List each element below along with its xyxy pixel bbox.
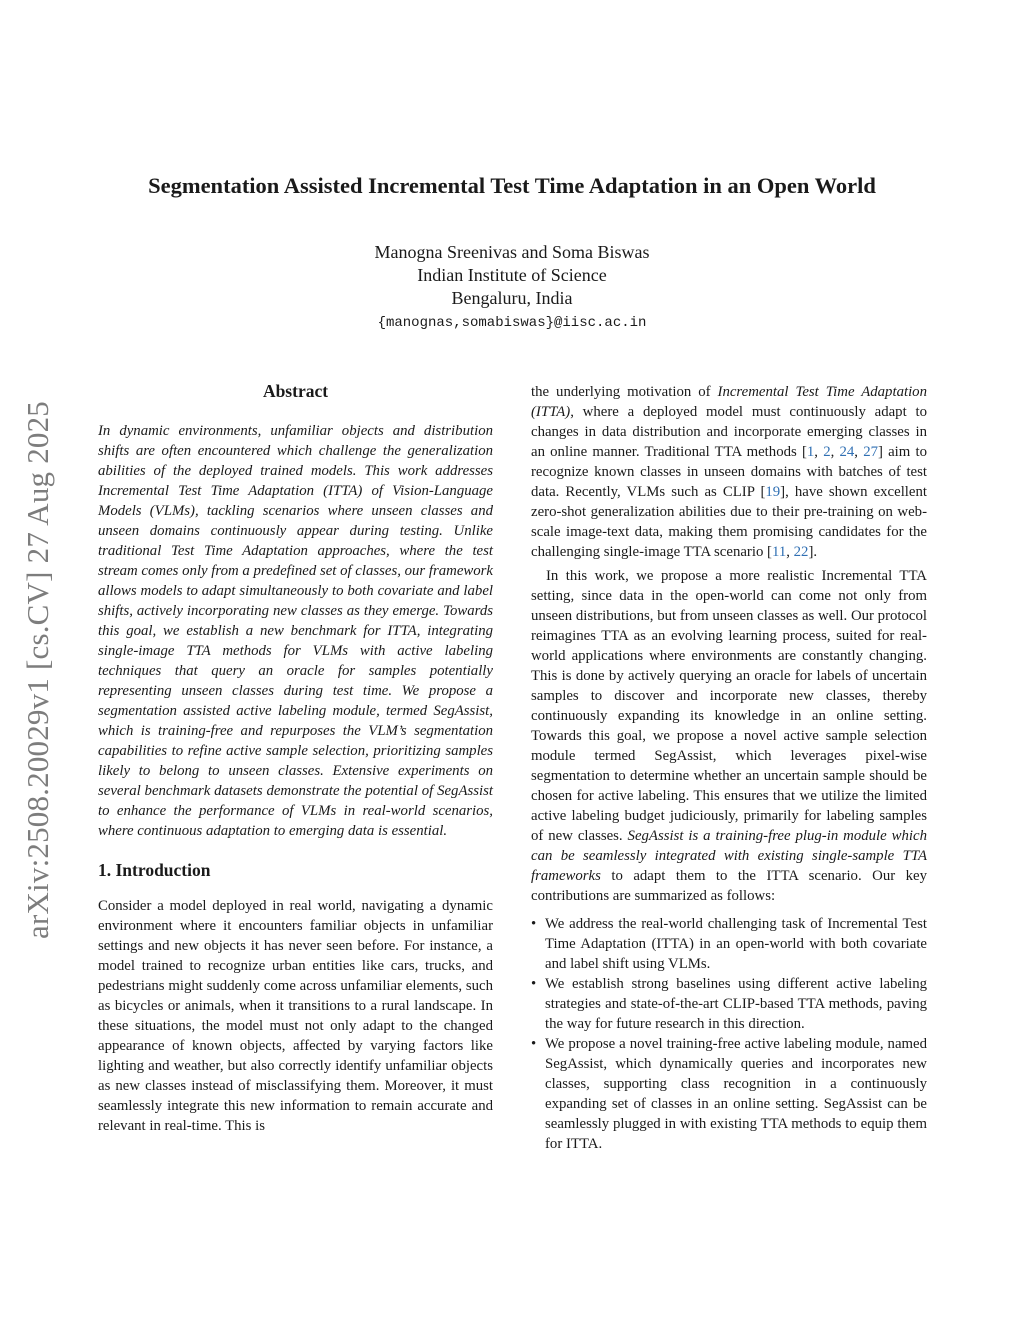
text-run: , <box>854 444 864 460</box>
emphasis-segassist: SegAssist is a training-free plug-in module which can be seamlessly integrated with existing single-sample TTA frameworks <box>531 828 927 884</box>
paper-title: Segmentation Assisted Incremental Test Time Adaptation in an Open World <box>148 173 876 198</box>
author-email: {manognas,somabiswas}@iisc.ac.in <box>377 315 647 331</box>
right-column <box>531 382 927 1154</box>
text-run: In this work, we propose a more realistic Incremental TTA setting, since data in the open-world can come not only from unseen distributions, but from unseen classes as well. Our protocol reimagines TTA as an evolving learning process, suited for real-world applications where environments are constantly changing. This is done by actively querying an oracle for labels of uncertain samples to discover and incorporate new classes, thereby continuously expanding its knowledge in an online setting. Towards this goal, we propose a novel active sample selection module termed SegAssist, which leverages pixel-wise segmentation to determine whether an uncertain sample should be chosen for active labeling. This ensures that we utilize the limited active labeling budget judiciously, primarily for labeling samples of new classes. <box>531 568 927 844</box>
citation-link[interactable]: 2 <box>823 444 831 460</box>
author-block <box>0 241 1024 336</box>
author-location: Bengaluru, India <box>451 288 573 308</box>
arxiv-sidebar <box>8 383 68 958</box>
abstract-text: In dynamic environments, unfamiliar objects and distribution shifts are often encountered which challenge the generalization abilities of the deployed trained models. This work addresses Incremental Test Time Adaptation (ITTA) of Vision-Language Models (VLMs), tackling scenarios where unseen classes and unseen domains continuously appear during testing. Unlike traditional Test Time Adaptation approaches, where the test stream comes only from a predefined set of classes, our framework allows models to adapt simultaneously to both covariate and label shifts, actively incorporating new classes as they emerge. Towards this goal, we establish a new benchmark for ITTA, integrating single-image TTA methods for VLMs with active labeling techniques that query an oracle for samples potentially representing unseen classes during test time. We propose a segmentation assisted active labeling module, termed SegAssist, which is training-free and repurposes the VLM’s segmentation capabilities to refine active sample selection, prioritizing samples likely to belong to unseen classes. Extensive experiments on several benchmark datasets demonstrate the potential of SegAssist to enhance the performance of VLMs in real-world scenarios, where continuous adaptation to emerging data is essential. <box>98 423 493 839</box>
contributions-list <box>531 914 927 1154</box>
citation-link[interactable]: 27 <box>863 444 878 460</box>
arxiv-identifier: arXiv:2508.20029v1 [cs.CV] 27 Aug 2025 <box>20 401 55 940</box>
text-run: ]. <box>808 544 818 560</box>
text-run: , where a deployed model must continuously adapt to changes in data distribution and incorporate emerging classes in an online manner. Traditional TTA methods [ <box>531 404 927 460</box>
citation-link[interactable]: 24 <box>839 444 855 460</box>
intro-paragraph-2 <box>531 382 927 562</box>
citation-link[interactable]: 1 <box>806 444 815 460</box>
citation-link[interactable]: 11 <box>771 544 787 560</box>
text-run: , <box>830 444 840 460</box>
text-run: , <box>786 544 794 560</box>
abstract-heading: Abstract <box>262 381 329 401</box>
text-run: , <box>814 444 824 460</box>
intro-paragraph-1: Consider a model deployed in real world, navigating a dynamic environment where it encounters familiar objects in unfamiliar settings and new objects it has never seen before. For instance, a model trained to recognize urban entities like cars, trucks, and pedestrians might suddenly come across unfamiliar elements, such as bicycles or animals, when it transitions to a rural landscape. In these situations, the model must not only adapt to the changed appearance of known objects, affected by varying factors like lighting and weather, but also correctly identify unfamiliar objects as new classes instead of misclassifying them. Moreover, it must seamlessly integrate this new information to remain accurate and relevant in real-time. This is <box>98 898 493 1134</box>
emphasis-itta: Incremental Test Time Adaptation (ITTA) <box>531 384 927 420</box>
author-names: Manogna Sreenivas and Soma Biswas <box>374 242 650 262</box>
citation-link[interactable]: 19 <box>765 484 781 500</box>
left-column <box>98 378 493 1136</box>
citation-link[interactable]: 22 <box>793 544 809 560</box>
contribution-item: • We establish strong baselines using different active labeling strategies and state-of-the-art CLIP-based TTA methods, paving the way for future research in this direction. <box>531 974 927 1034</box>
text-run: ] aim to recognize known classes in unseen domains with batches of test data. Recently, VLMs such as CLIP [ <box>531 444 928 500</box>
text-run: ], have shown excellent zero-shot generalization abilities due to their pre-training on web-scale image-text data, making them promising candidates for the challenging single-image TTA scenario [ <box>531 484 927 560</box>
intro-paragraph-3 <box>531 566 927 906</box>
text-run: the underlying motivation of <box>531 384 718 400</box>
abstract-section <box>98 378 493 841</box>
text-run: to adapt them to the ITTA scenario. Our key contributions are summarized as follows: <box>531 868 927 904</box>
contribution-item: • We address the real-world challenging task of Incremental Test Time Adaptation (ITTA) in an open-world with both covariate and label shift using VLMs. <box>531 914 927 974</box>
introduction-heading: 1. Introduction <box>98 860 211 880</box>
contribution-item: • We propose a novel training-free active labeling module, named SegAssist, which dynamically queries and incorporates new classes, supporting class recognition in a continuously expanding set of classes in an online setting. SegAssist can be seamlessly plugged in with existing TTA methods to equip them for ITTA. <box>531 1034 927 1154</box>
author-affiliation: Indian Institute of Science <box>417 265 607 285</box>
